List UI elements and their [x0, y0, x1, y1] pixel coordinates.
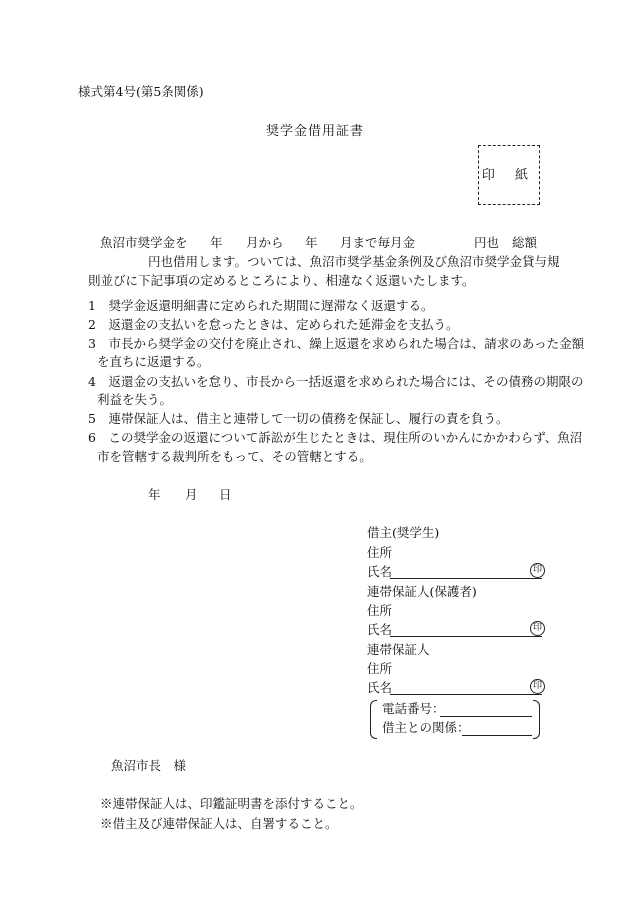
item-5: 5 連帯保証人は、借主と連帯して一切の債務を保証し、履行の責を負う。 — [88, 411, 509, 426]
body-line-1-year2: 年 — [305, 235, 318, 250]
item-3-continued: を直ちに返還する。 — [97, 354, 210, 369]
item-1: 1 奨学金返還明細書に定められた期間に遅滞なく返還する。 — [88, 298, 434, 313]
body-line-1-total: 総額 — [512, 235, 538, 250]
body-line-1 — [100, 237, 560, 251]
item-4: 4 返還金の支払いを怠り、市長から一括返還を求められた場合には、その債務の期限の — [88, 374, 584, 389]
body-line-1-month-from: 月から — [246, 235, 284, 250]
form-number: 様式第4号(第5条関係) — [78, 84, 204, 99]
item-4-continued: 利益を失う。 — [97, 392, 173, 407]
guarantor1-address-label: 住所 — [367, 603, 393, 618]
date-day: 日 — [219, 487, 232, 502]
date-year: 年 — [148, 487, 161, 502]
guarantor2-name-label: 氏名 — [367, 680, 393, 695]
relation-line — [462, 735, 532, 736]
guarantor1-name-label: 氏名 — [367, 622, 393, 637]
addressee: 魚沼市長 様 — [111, 758, 187, 773]
contact-bracket-box — [370, 700, 540, 737]
body-line-1-month-to: 月まで毎月金 — [340, 235, 416, 250]
body-line-2: 円也借用します。ついては、魚沼市奨学基金条例及び魚沼市奨学金貸与規 — [148, 254, 560, 269]
relation-label: 借主との関係： — [382, 720, 470, 735]
borrower-address-label: 住所 — [367, 545, 393, 560]
bracket-left — [370, 700, 377, 739]
phone-line — [440, 716, 532, 717]
note-1: ※連帯保証人は、印鑑証明書を添付すること。 — [100, 796, 363, 811]
item-6: 6 この奨学金の返還について訴訟が生じたときは、現住所のいかんにかかわらず、魚沼 — [88, 430, 583, 445]
guarantor1-role: 連帯保証人(保護者) — [367, 584, 477, 599]
body-line-1-a: 魚沼市奨学金を — [100, 235, 188, 250]
revenue-stamp-label: 印 紙 — [481, 167, 537, 183]
borrower-name-label: 氏名 — [367, 564, 393, 579]
body-line-3: 則並びに下記事項の定めるところにより、相違なく返還いたします。 — [88, 273, 475, 288]
phone-label: 電話番号： — [382, 701, 445, 716]
body-line-1-year1: 年 — [210, 235, 223, 250]
item-2: 2 返還金の支払いを怠ったときは、定められた延滞金を支払う。 — [88, 317, 459, 332]
borrower-role: 借主(奨学生) — [367, 525, 440, 540]
item-6-continued: 市を管轄する裁判所をもって、その管轄とする。 — [97, 449, 372, 464]
guarantor2-address-label: 住所 — [367, 661, 393, 676]
revenue-stamp-box — [478, 145, 540, 205]
guarantor1-seal-mark: 印 — [530, 621, 545, 636]
guarantor2-role: 連帯保証人 — [367, 642, 430, 657]
borrower-seal-mark: 印 — [530, 563, 545, 578]
date-month: 月 — [185, 487, 198, 502]
item-3: 3 市長から奨学金の交付を廃止され、繰上返還を求められた場合は、請求のあった金額 — [88, 336, 585, 351]
guarantor2-seal-mark: 印 — [530, 679, 545, 694]
document-title: 奨学金借用証書 — [265, 124, 364, 139]
borrower-name-line — [390, 578, 542, 579]
date-line — [0, 489, 630, 503]
guarantor1-name-line — [390, 636, 542, 637]
bracket-right — [533, 700, 540, 739]
body-line-1-yen: 円也 — [474, 235, 500, 250]
note-2: ※借主及び連帯保証人は、自署すること。 — [100, 816, 338, 831]
guarantor2-name-line — [390, 694, 542, 695]
